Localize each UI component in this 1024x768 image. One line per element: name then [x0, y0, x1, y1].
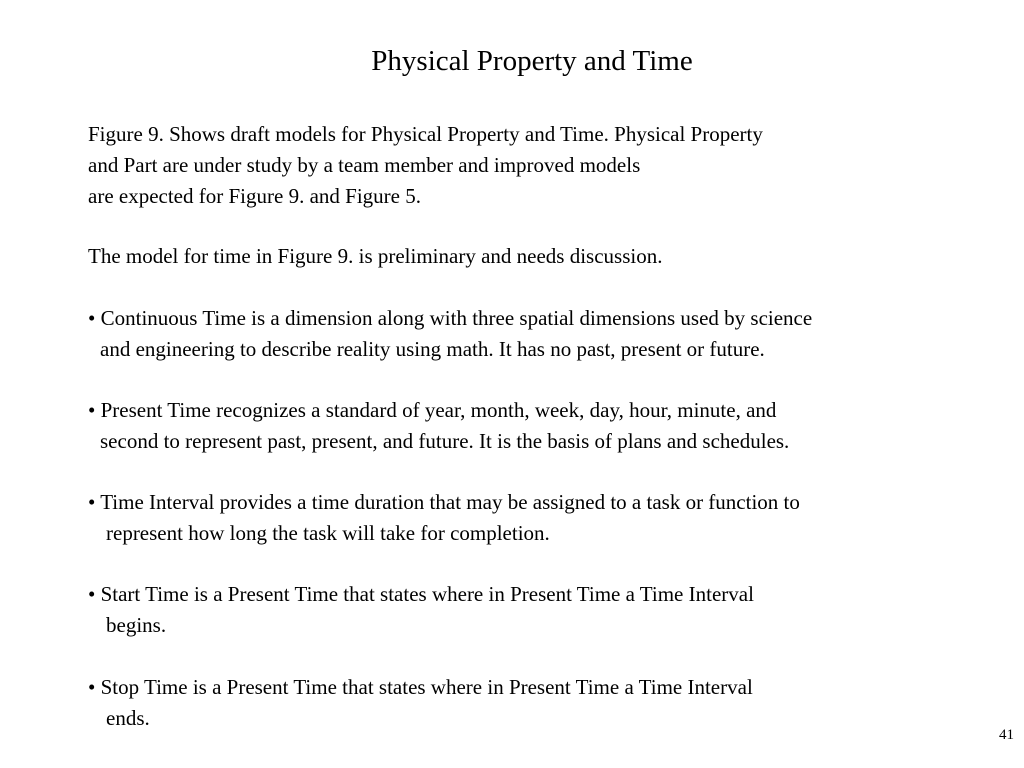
bullet-line-2: second to represent past, present, and future. It is the basis of plans and schedules. — [100, 429, 790, 453]
bullet-line-2: represent how long the task will take for completion. — [106, 521, 550, 545]
intro-line-1: Figure 9. Shows draft models for Physical Property and Time. Physical Property — [88, 122, 763, 146]
bullet-line-1: • Stop Time is a Present Time that states where in Present Time a Time Interval — [88, 675, 753, 699]
page-number: 41 — [999, 727, 1014, 743]
bullet-line-1: • Time Interval provides a time duration that may be assigned to a task or function to — [88, 490, 800, 514]
intro-line-3: are expected for Figure 9. and Figure 5. — [88, 184, 421, 208]
slide-title: Physical Property and Time — [371, 45, 693, 77]
note-line: The model for time in Figure 9. is preliminary and needs discussion. — [88, 244, 663, 268]
bullet-line-1: • Continuous Time is a dimension along with three spatial dimensions used by science — [88, 306, 813, 330]
bullet-line-1: • Start Time is a Present Time that states where in Present Time a Time Interval — [88, 582, 754, 606]
intro-line-2: and Part are under study by a team member and improved models — [88, 153, 641, 177]
bullet-line-1: • Present Time recognizes a standard of year, month, week, day, hour, minute, and — [88, 398, 777, 422]
bullet-line-2: begins. — [106, 613, 167, 637]
bullet-line-2: and engineering to describe reality using math. It has no past, present or future. — [100, 337, 765, 361]
bullet-line-2: ends. — [106, 706, 150, 730]
